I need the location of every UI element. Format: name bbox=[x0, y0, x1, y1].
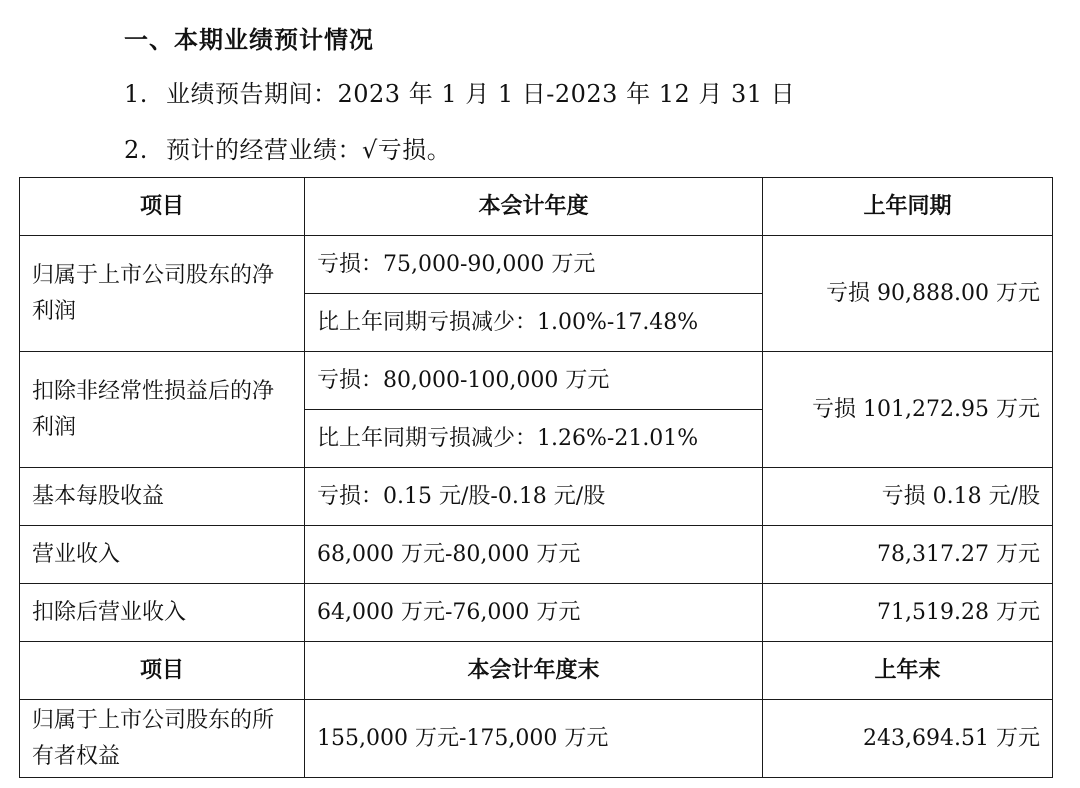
revenue-deducted-prior: 71,519.28 万元 bbox=[763, 584, 1053, 642]
net-profit-deducted-current-value: 亏损：80,000-100,000 万元 bbox=[305, 352, 763, 410]
equity-label: 归属于上市公司股东的所有者权益 bbox=[20, 700, 305, 778]
forecast-type-text: 预计的经营业绩：√亏损。 bbox=[166, 136, 452, 164]
item-number: 2. bbox=[124, 136, 148, 164]
forecast-table bbox=[19, 177, 1053, 778]
header-item: 项目 bbox=[20, 178, 305, 236]
eps-label: 基本每股收益 bbox=[20, 468, 305, 526]
revenue-deducted-current: 64,000 万元-76,000 万元 bbox=[305, 584, 763, 642]
revenue-deducted-label: 扣除后营业收入 bbox=[20, 584, 305, 642]
eps-current: 亏损：0.15 元/股-0.18 元/股 bbox=[305, 468, 763, 526]
net-profit-deducted-prior: 亏损 101,272.95 万元 bbox=[763, 352, 1053, 468]
table-row bbox=[20, 236, 1053, 294]
eps-prior: 亏损 0.18 元/股 bbox=[763, 468, 1053, 526]
equity-prior: 243,694.51 万元 bbox=[763, 700, 1053, 778]
equity-current: 155,000 万元-175,000 万元 bbox=[305, 700, 763, 778]
forecast-period-text: 业绩预告期间：2023 年 1 月 1 日-2023 年 12 月 31 日 bbox=[166, 80, 796, 108]
net-profit-current-change: 比上年同期亏损减少：1.00%-17.48% bbox=[305, 294, 763, 352]
item-number: 1. bbox=[124, 80, 148, 108]
net-profit-current-value: 亏损：75,000-90,000 万元 bbox=[305, 236, 763, 294]
table-row bbox=[20, 584, 1053, 642]
section-heading: 一、本期业绩预计情况 bbox=[124, 26, 374, 54]
header-prior-year: 上年同期 bbox=[763, 178, 1053, 236]
header-current-year: 本会计年度 bbox=[305, 178, 763, 236]
subheader-item: 项目 bbox=[20, 642, 305, 700]
subheader-current-year-end: 本会计年度末 bbox=[305, 642, 763, 700]
net-profit-label: 归属于上市公司股东的净利润 bbox=[20, 236, 305, 352]
revenue-label: 营业收入 bbox=[20, 526, 305, 584]
table-row bbox=[20, 352, 1053, 410]
revenue-current: 68,000 万元-80,000 万元 bbox=[305, 526, 763, 584]
table-header-row bbox=[20, 178, 1053, 236]
net-profit-deducted-current-change: 比上年同期亏损减少：1.26%-21.01% bbox=[305, 410, 763, 468]
forecast-period-line bbox=[124, 74, 795, 114]
table-row bbox=[20, 526, 1053, 584]
table-row bbox=[20, 700, 1053, 778]
subheader-prior-year-end: 上年末 bbox=[763, 642, 1053, 700]
net-profit-prior: 亏损 90,888.00 万元 bbox=[763, 236, 1053, 352]
forecast-type-line bbox=[124, 130, 451, 170]
table-subheader-row bbox=[20, 642, 1053, 700]
net-profit-deducted-label: 扣除非经常性损益后的净利润 bbox=[20, 352, 305, 468]
table-row bbox=[20, 468, 1053, 526]
revenue-prior: 78,317.27 万元 bbox=[763, 526, 1053, 584]
